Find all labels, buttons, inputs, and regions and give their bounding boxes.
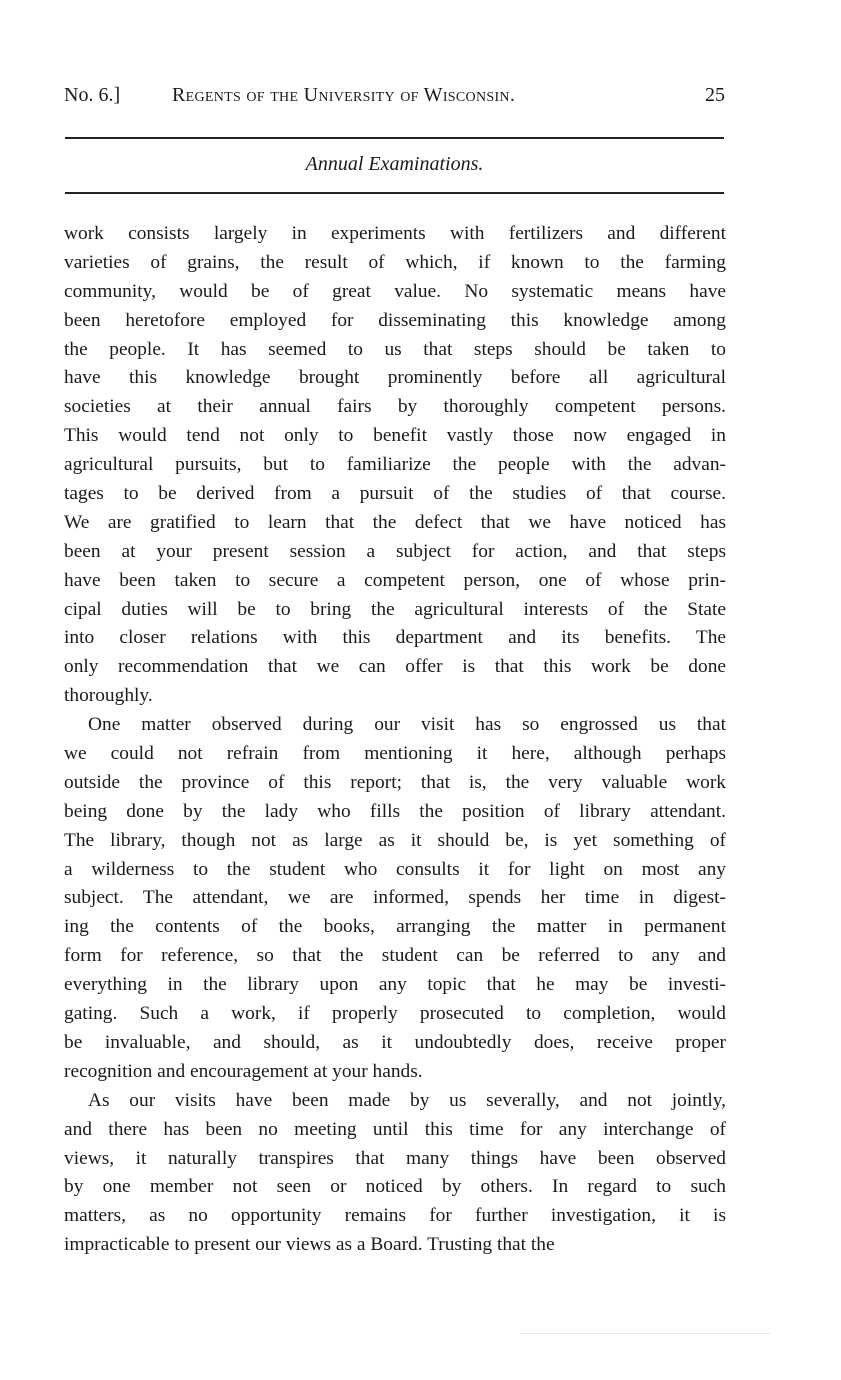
text-line: thoroughly. (64, 685, 153, 707)
text-line: matters, as no opportunity remains for further investigation, it is (64, 1205, 726, 1227)
text-line: varieties of grains, the result of which, if known to the farming (64, 251, 726, 273)
text-line: community, would be of great value. No systematic means have (64, 280, 726, 302)
paragraph (64, 220, 726, 711)
text-line: been heretofore employed for disseminating this knowledge among (64, 309, 726, 331)
text-line: being done by the lady who fills the position of library attendant. (64, 800, 726, 822)
text-line: subject. The attendant, we are informed, spends her time in digest- (64, 887, 726, 909)
text-line: tages to be derived from a pursuit of the studies of that course. (64, 483, 726, 505)
text-line: and there has been no meeting until this time for any interchange of (64, 1118, 726, 1140)
text-line: agricultural pursuits, but to familiarize the people with the advan- (64, 454, 726, 476)
header-rule-top (65, 137, 724, 139)
text-line: by one member not seen or noticed by others. In regard to such (64, 1176, 726, 1198)
header-rule-bottom (65, 192, 724, 194)
text-line: a wilderness to the student who consults it for light on most any (64, 858, 726, 880)
text-line: One matter observed during our visit has so engrossed us that (88, 714, 726, 736)
text-line: We are gratified to learn that the defect that we have noticed has (64, 511, 726, 533)
text-line: gating. Such a work, if properly prosecuted to completion, would (64, 1003, 726, 1025)
text-line: the people. It has seemed to us that steps should be taken to (64, 338, 726, 360)
text-line: be invaluable, and should, as it undoubtedly does, receive proper (64, 1031, 726, 1053)
text-line: cipal duties will be to bring the agricultural interests of the State (64, 598, 726, 620)
text-line: This would tend not only to benefit vastly those now engaged in (64, 425, 726, 447)
text-line: work consists largely in experiments with fertilizers and different (64, 223, 726, 244)
footer-faint-rule (520, 1333, 770, 1334)
text-line: everything in the library upon any topic that he may be investi- (64, 974, 726, 996)
text-line: been at your present session a subject for action, and that steps (64, 540, 726, 562)
page-number: 25 (705, 84, 725, 106)
text-line: As our visits have been made by us severally, and not jointly, (88, 1089, 726, 1111)
body-text (64, 220, 726, 1260)
document-number: No. 6.] (64, 84, 121, 106)
text-line: The library, though not as large as it should be, is yet something of (64, 829, 726, 851)
text-line: have been taken to secure a competent person, one of whose prin- (64, 569, 726, 591)
running-header (64, 84, 725, 112)
paragraph (64, 1087, 726, 1260)
text-line: into closer relations with this department and its benefits. The (64, 627, 726, 649)
text-line: outside the province of this report; that is, the very valuable work (64, 771, 726, 793)
text-line: only recommendation that we can offer is that this work be done (64, 656, 726, 678)
text-line: impracticable to present our views as a Board. Trusting that the (64, 1234, 555, 1256)
text-line: recognition and encouragement at your hands. (64, 1060, 423, 1082)
text-line: ing the contents of the books, arranging the matter in permanent (64, 916, 726, 938)
text-line: have this knowledge brought prominently before all agricultural (64, 367, 726, 389)
text-line: societies at their annual fairs by thoroughly competent persons. (64, 396, 726, 418)
text-line: views, it naturally transpires that many things have been observed (64, 1147, 726, 1169)
running-title: Regents of the University of Wisconsin. (172, 84, 516, 106)
text-line: form for reference, so that the student can be referred to any and (64, 945, 726, 967)
paragraph (64, 711, 726, 1087)
text-line: we could not refrain from mentioning it here, although perhaps (64, 743, 726, 765)
section-title: Annual Examinations. (305, 153, 484, 175)
